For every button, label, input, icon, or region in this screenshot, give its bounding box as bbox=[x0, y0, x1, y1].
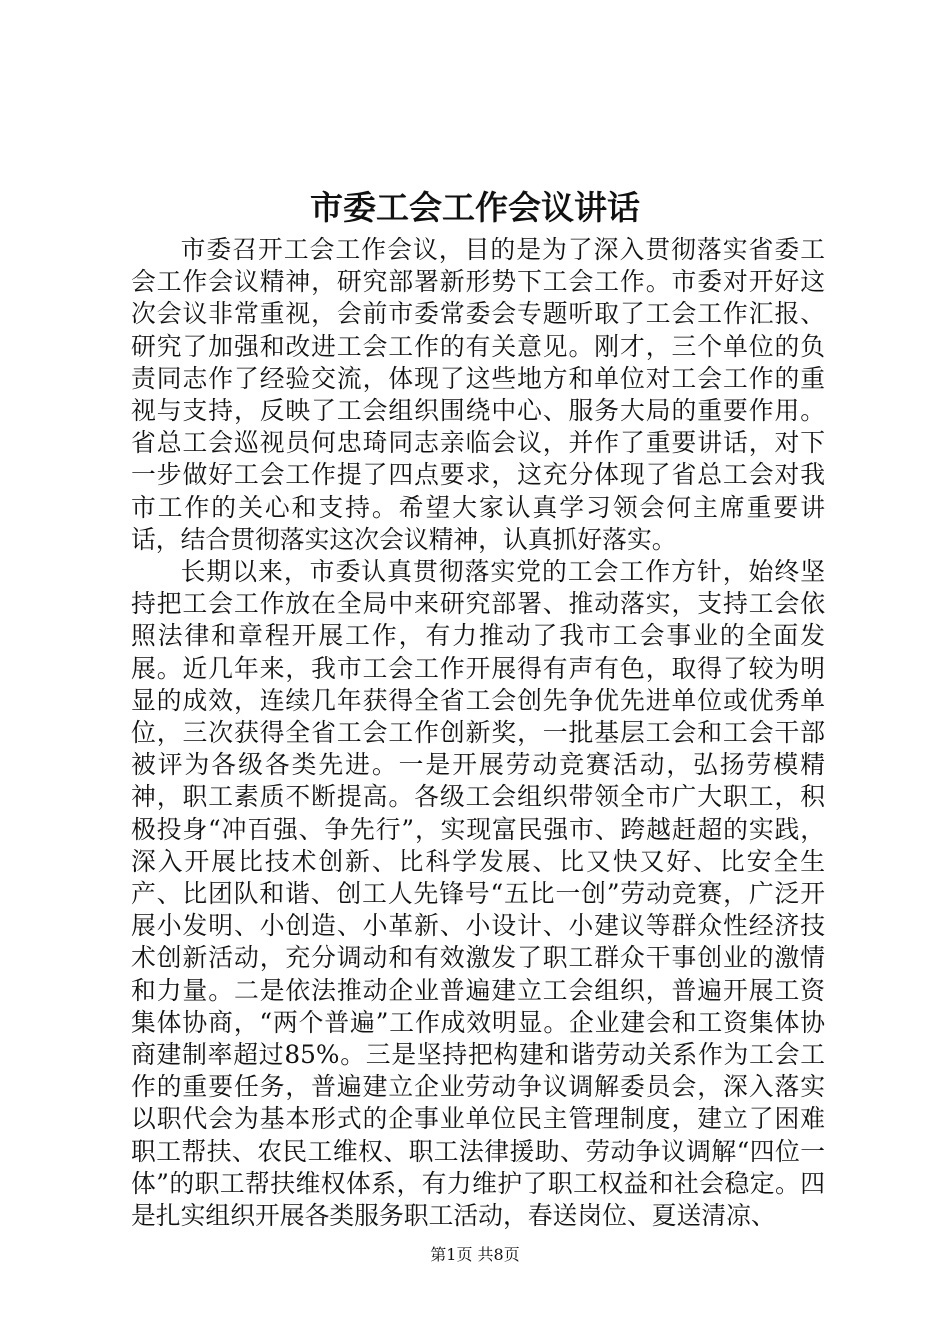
document-title: 市委工会工作会议讲话 bbox=[310, 188, 640, 227]
paragraph-2: 长期以来，市委认真贯彻落实党的工会工作方针，始终坚持把工会工作放在全局中来研究部署、推动落实，支持工会依照法律和章程开展工作，有力推动了我市工会事业的全面发展。近几年来，我市工会工作开展得有声有色，取得了较为明显的成效，连续几年获得全省工会创先争优先进单位或优秀单位，三次获得全省工会工作创新奖，一批基层工会和工会干部被评为各级各类先进。一是开展劳动竞赛活动，弘扬劳模精神，职工素质不断提高。各级工会组织带领全市广大职工，积极投身“冲百强、争先行”，实现富民强市、跨越赶超的实践，深入开展比技术创新、比科学发展、比又快又好、比安全生产、比团队和谐、创工人先锋号“五比一创”劳动竞赛，广泛开展小发明、小创造、小革新、小设计、小建议等群众性经济技术创新活动，充分调动和有效激发了职工群众干事创业的激情和力量。二是依法推动企业普遍建立工会组织，普遍开展工资集体协商，“两个普遍”工作成效明显。企业建会和工资集体协商建制率超过85%。三是坚持把构建和谐劳动关系作为工会工作的重要任务，普遍建立企业劳动争议调解委员会，深入落实以职代会为基本形式的企事业单位民主管理制度，建立了困难职工帮扶、农民工维权、职工法律援助、劳动争议调解“四位一体”的职工帮扶维权体系，有力维护了职工权益和社会稳定。四是扎实组织开展各类服务职工活动，春送岗位、夏送清凉、 bbox=[131, 557, 825, 1231]
paragraph-1: 市委召开工会工作会议，目的是为了深入贯彻落实省委工会工作会议精神，研究部署新形势下工会工作。市委对开好这次会议非常重视，会前市委常委会专题听取了工会工作汇报、研究了加强和改进工会工作的有关意见。刚才，三个单位的负责同志作了经验交流，体现了这些地方和单位对工会工作的重视与支持，反映了工会组织围绕中心、服务大局的重要作用。省总工会巡视员何忠琦同志亲临会议，并作了重要讲话，对下一步做好工会工作提了四点要求，这充分体现了省总工会对我市工作的关心和支持。希望大家认真学习领会何主席重要讲话，结合贯彻落实这次会议精神，认真抓好落实。 bbox=[131, 235, 825, 554]
document-body bbox=[131, 234, 825, 1232]
page-footer: 第1页 共8页 bbox=[430, 1245, 520, 1264]
